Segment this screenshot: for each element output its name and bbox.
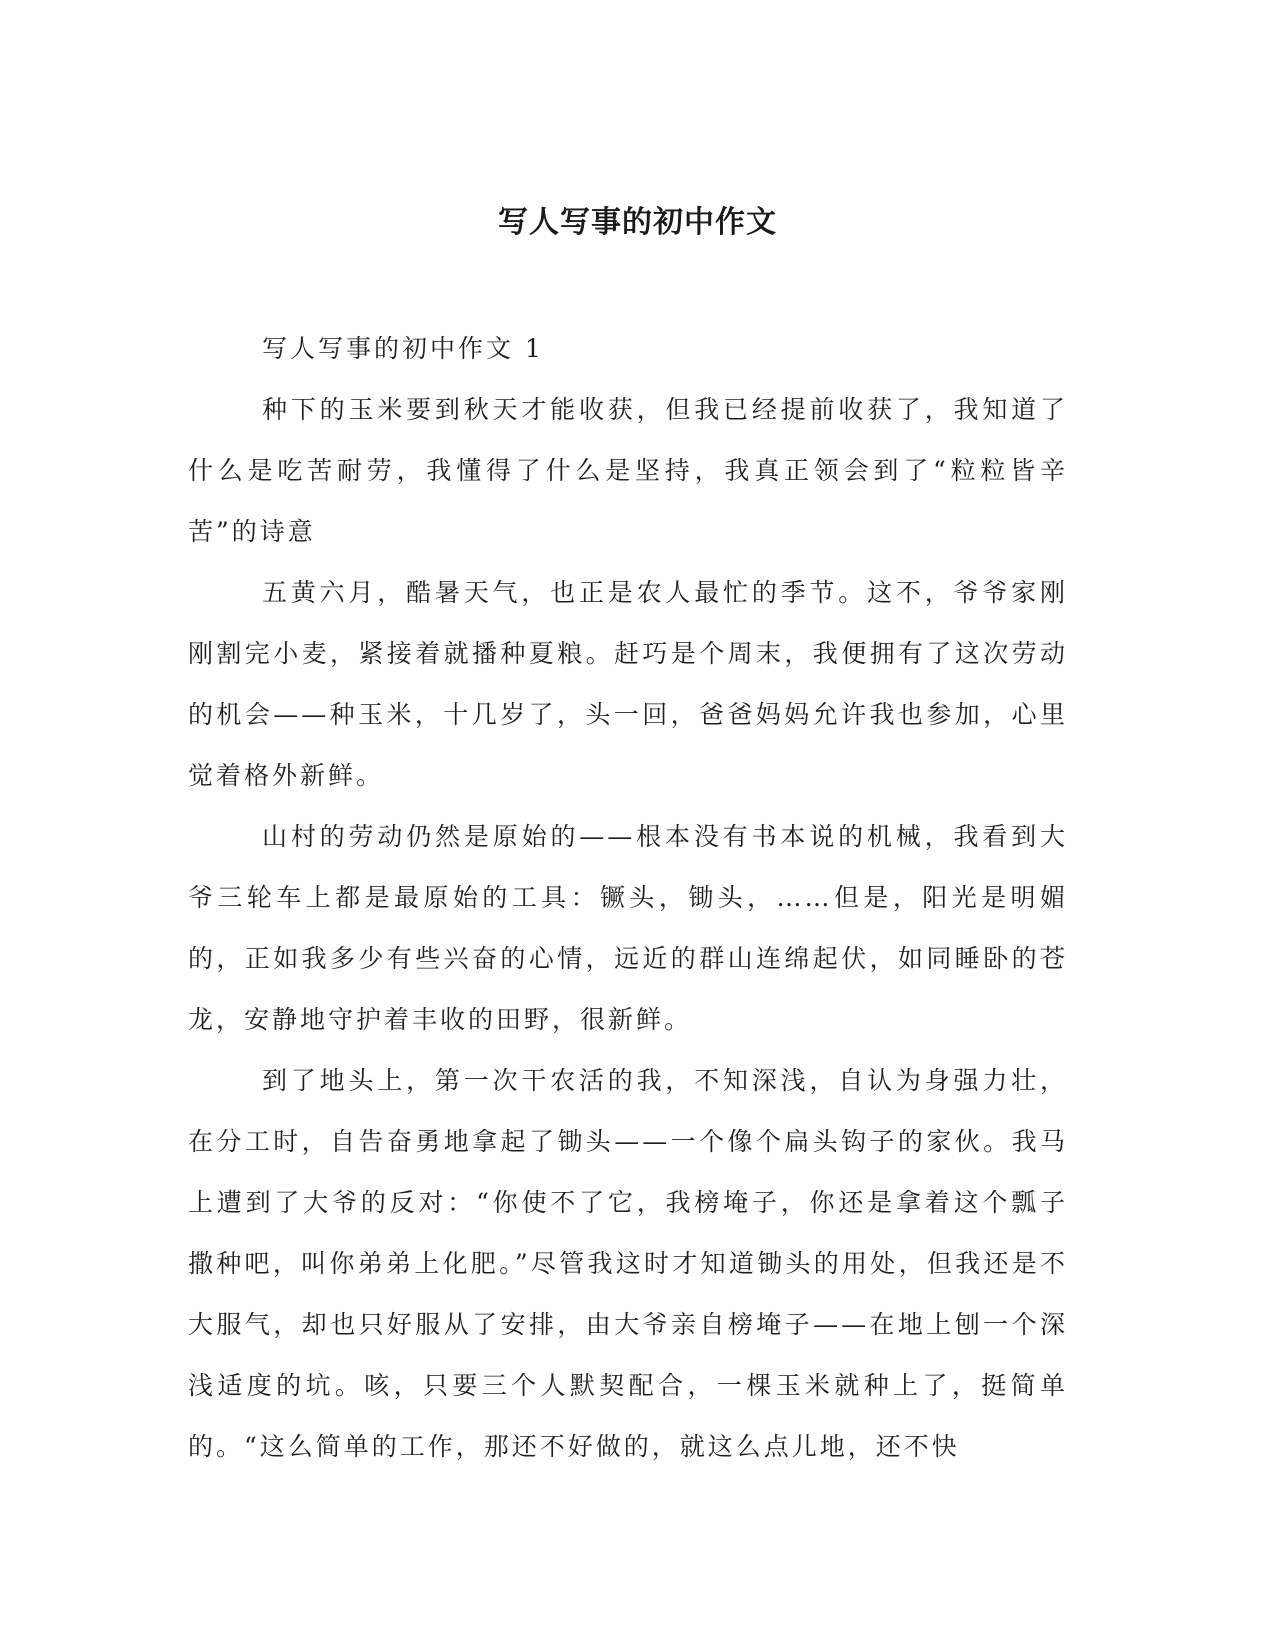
section-heading: 写人写事的初中作文 1 <box>262 334 544 363</box>
paragraph: 山村的劳动仍然是原始的——根本没有书本说的机械，我看到大爷三轮车上都是最原始的工具：镢头，锄头，……但是，阳光是明媚的，正如我多少有些兴奋的心情，远近的群山连绵起伏，如同睡卧的苍龙，安静地守护着丰收的田野，很新鲜。 <box>188 822 1068 1034</box>
document-title: 写人写事的初中作文 <box>498 205 777 240</box>
paragraph: 到了地头上，第一次干农活的我，不知深浅，自认为身强力壮，在分工时，自告奋勇地拿起了锄头——一个像个扁头钩子的家伙。我马上遭到了大爷的反对：“你使不了它，我榜埯子，你还是拿着这个瓢子撒种吧，叫你弟弟上化肥。”尽管我这时才知道锄头的用处，但我还是不大服气，却也只好服从了安排，由大爷亲自榜埯子——在地上刨一个深浅适度的坑。咳，只要三个人默契配合，一棵玉米就种上了，挺简单的。“这么简单的工作，那还不好做的，就这么点儿地，还不快 <box>188 1066 1068 1461</box>
paragraph: 种下的玉米要到秋天才能收获，但我已经提前收获了，我知道了什么是吃苦耐劳，我懂得了什么是坚持，我真正领会到了“粒粒皆辛苦”的诗意 <box>188 395 1068 546</box>
paragraph: 五黄六月，酷暑天气，也正是农人最忙的季节。这不，爷爷家刚刚割完小麦，紧接着就播种夏粮。赶巧是个周末，我便拥有了这次劳动的机会——种玉米，十几岁了，头一回，爸爸妈妈允许我也参加，心里觉着格外新鲜。 <box>188 578 1068 790</box>
document-body <box>188 318 1068 1477</box>
